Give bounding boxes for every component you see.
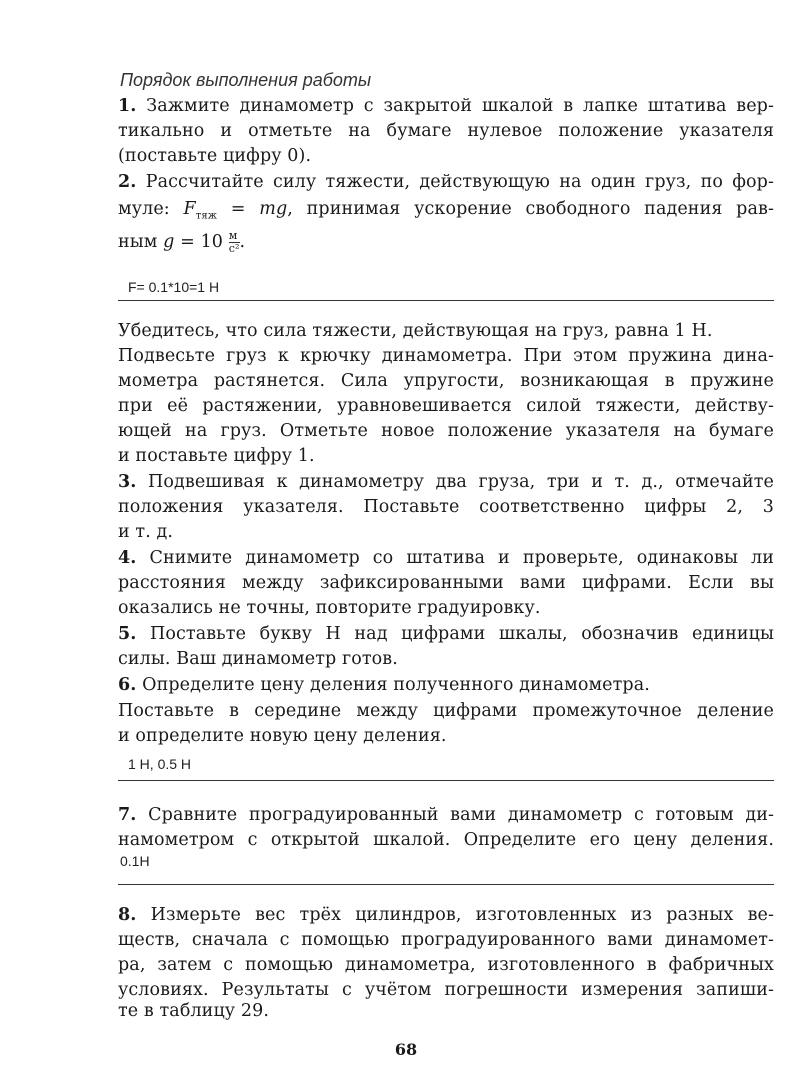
answer-field-step-7[interactable]: 0.1H: [120, 853, 150, 869]
step-number: 2.: [118, 172, 137, 192]
step-6-line: [118, 674, 774, 696]
check-line: при её растяжении, уравновешивается силой тяжести, действу-: [118, 396, 774, 416]
step-2-g-line: [118, 230, 774, 255]
text: Подвешивая к динамометру два груза, три и т. д., отмечайте: [148, 472, 774, 492]
text: Поставьте букву Н над цифрами шкалы, обозначив единицы: [150, 624, 774, 644]
step-number: 7.: [118, 805, 137, 825]
unit-fraction: [229, 230, 240, 255]
step-7-line: [118, 804, 774, 826]
step-7-line: намометром с открытой шкалой. Определите его цену деления.: [118, 830, 774, 850]
step-4-line: оказались не точны, повторите градуировку.: [118, 598, 541, 618]
answer-line: [118, 300, 774, 301]
text: = 10: [174, 232, 229, 252]
formula-mg: mg: [259, 199, 288, 219]
text: =: [217, 199, 260, 219]
answer-field-step-2[interactable]: F= 0.1*10=1 H: [128, 279, 220, 295]
unit-denominator: с²: [228, 242, 240, 255]
step-number: 4.: [118, 548, 137, 568]
formula-f: F: [183, 199, 196, 219]
step-6-line: Поставьте в середине между цифрами промежуточное деление: [118, 701, 774, 721]
step-number: 5.: [118, 624, 137, 644]
step-6-line: и определите новую цену деления.: [118, 726, 447, 746]
step-2-line: [118, 171, 774, 193]
section-title: Порядок выполнения работы: [120, 70, 372, 90]
text: муле:: [118, 199, 184, 219]
step-8-line: ществ, сначала с помощью проградуированного вами динамомет-: [118, 930, 774, 950]
text: .: [239, 232, 246, 252]
formula-g: g: [163, 232, 175, 252]
formula-sub: тяж: [195, 210, 218, 222]
answer-field-step-6[interactable]: 1 H, 0.5 H: [128, 756, 192, 772]
step-3-line: [118, 471, 774, 493]
step-1-line: (поставьте цифру 0).: [118, 146, 312, 166]
step-8-line: условиях. Результаты с учётом погрешности измерения запиши-: [118, 980, 774, 1000]
step-8-line: те в таблицу 29.: [118, 1001, 269, 1021]
text: Измерьте вес трёх цилиндров, изготовленных из разных ве-: [150, 905, 774, 925]
text: ным: [118, 232, 164, 252]
step-1-line: тикально и отметьте на бумаге нулевое положение указателя: [118, 121, 774, 141]
check-line: Убедитесь, что сила тяжести, действующая на груз, равна 1 Н.: [118, 321, 713, 341]
text: Определите цену деления полученного динамометра.: [142, 675, 650, 695]
step-8-line: ра, затем с помощью динамометра, изготовленного в фабричных: [118, 955, 774, 975]
text: Снимите динамометр со штатива и проверьте, одинаковы ли: [149, 548, 774, 568]
step-number: 6.: [118, 675, 137, 695]
text: Зажмите динамометр с закрытой шкалой в лапке штатива вер-: [146, 96, 774, 116]
step-number: 8.: [118, 905, 137, 925]
text: Рассчитайте силу тяжести, действующую на один груз, по фор-: [145, 172, 774, 192]
step-number: 1.: [118, 96, 137, 116]
text: Сравните проградуированный вами динамометр с готовым ди-: [148, 805, 774, 825]
step-8-line: [118, 904, 774, 926]
unit-numerator: м: [228, 229, 238, 242]
step-4-line: расстояния между зафиксированными вами цифрами. Если вы: [118, 573, 774, 593]
step-5-line: [118, 623, 774, 645]
step-5-line: силы. Ваш динамометр готов.: [118, 649, 398, 669]
page-number: 68: [394, 1040, 418, 1059]
check-line: Подвесьте груз к крючку динамометра. При этом пружина дина-: [118, 346, 774, 366]
check-line: и поставьте цифру 1.: [118, 446, 315, 466]
step-2-formula-line: [118, 198, 774, 228]
answer-line: [118, 884, 774, 885]
step-3-line: и т. д.: [118, 522, 174, 542]
check-line: мометра растянется. Сила упругости, возникающая в пружине: [118, 371, 774, 391]
step-1-line: [118, 95, 774, 117]
text: , принимая ускорение свободного падения рав-: [287, 199, 774, 219]
step-3-line: положения указателя. Поставьте соответственно цифры 2, 3: [118, 497, 774, 517]
step-number: 3.: [118, 472, 137, 492]
check-line: ющей на груз. Отметьте новое положение указателя на бумаге: [118, 421, 774, 441]
step-4-line: [118, 547, 774, 569]
answer-line: [118, 780, 774, 781]
